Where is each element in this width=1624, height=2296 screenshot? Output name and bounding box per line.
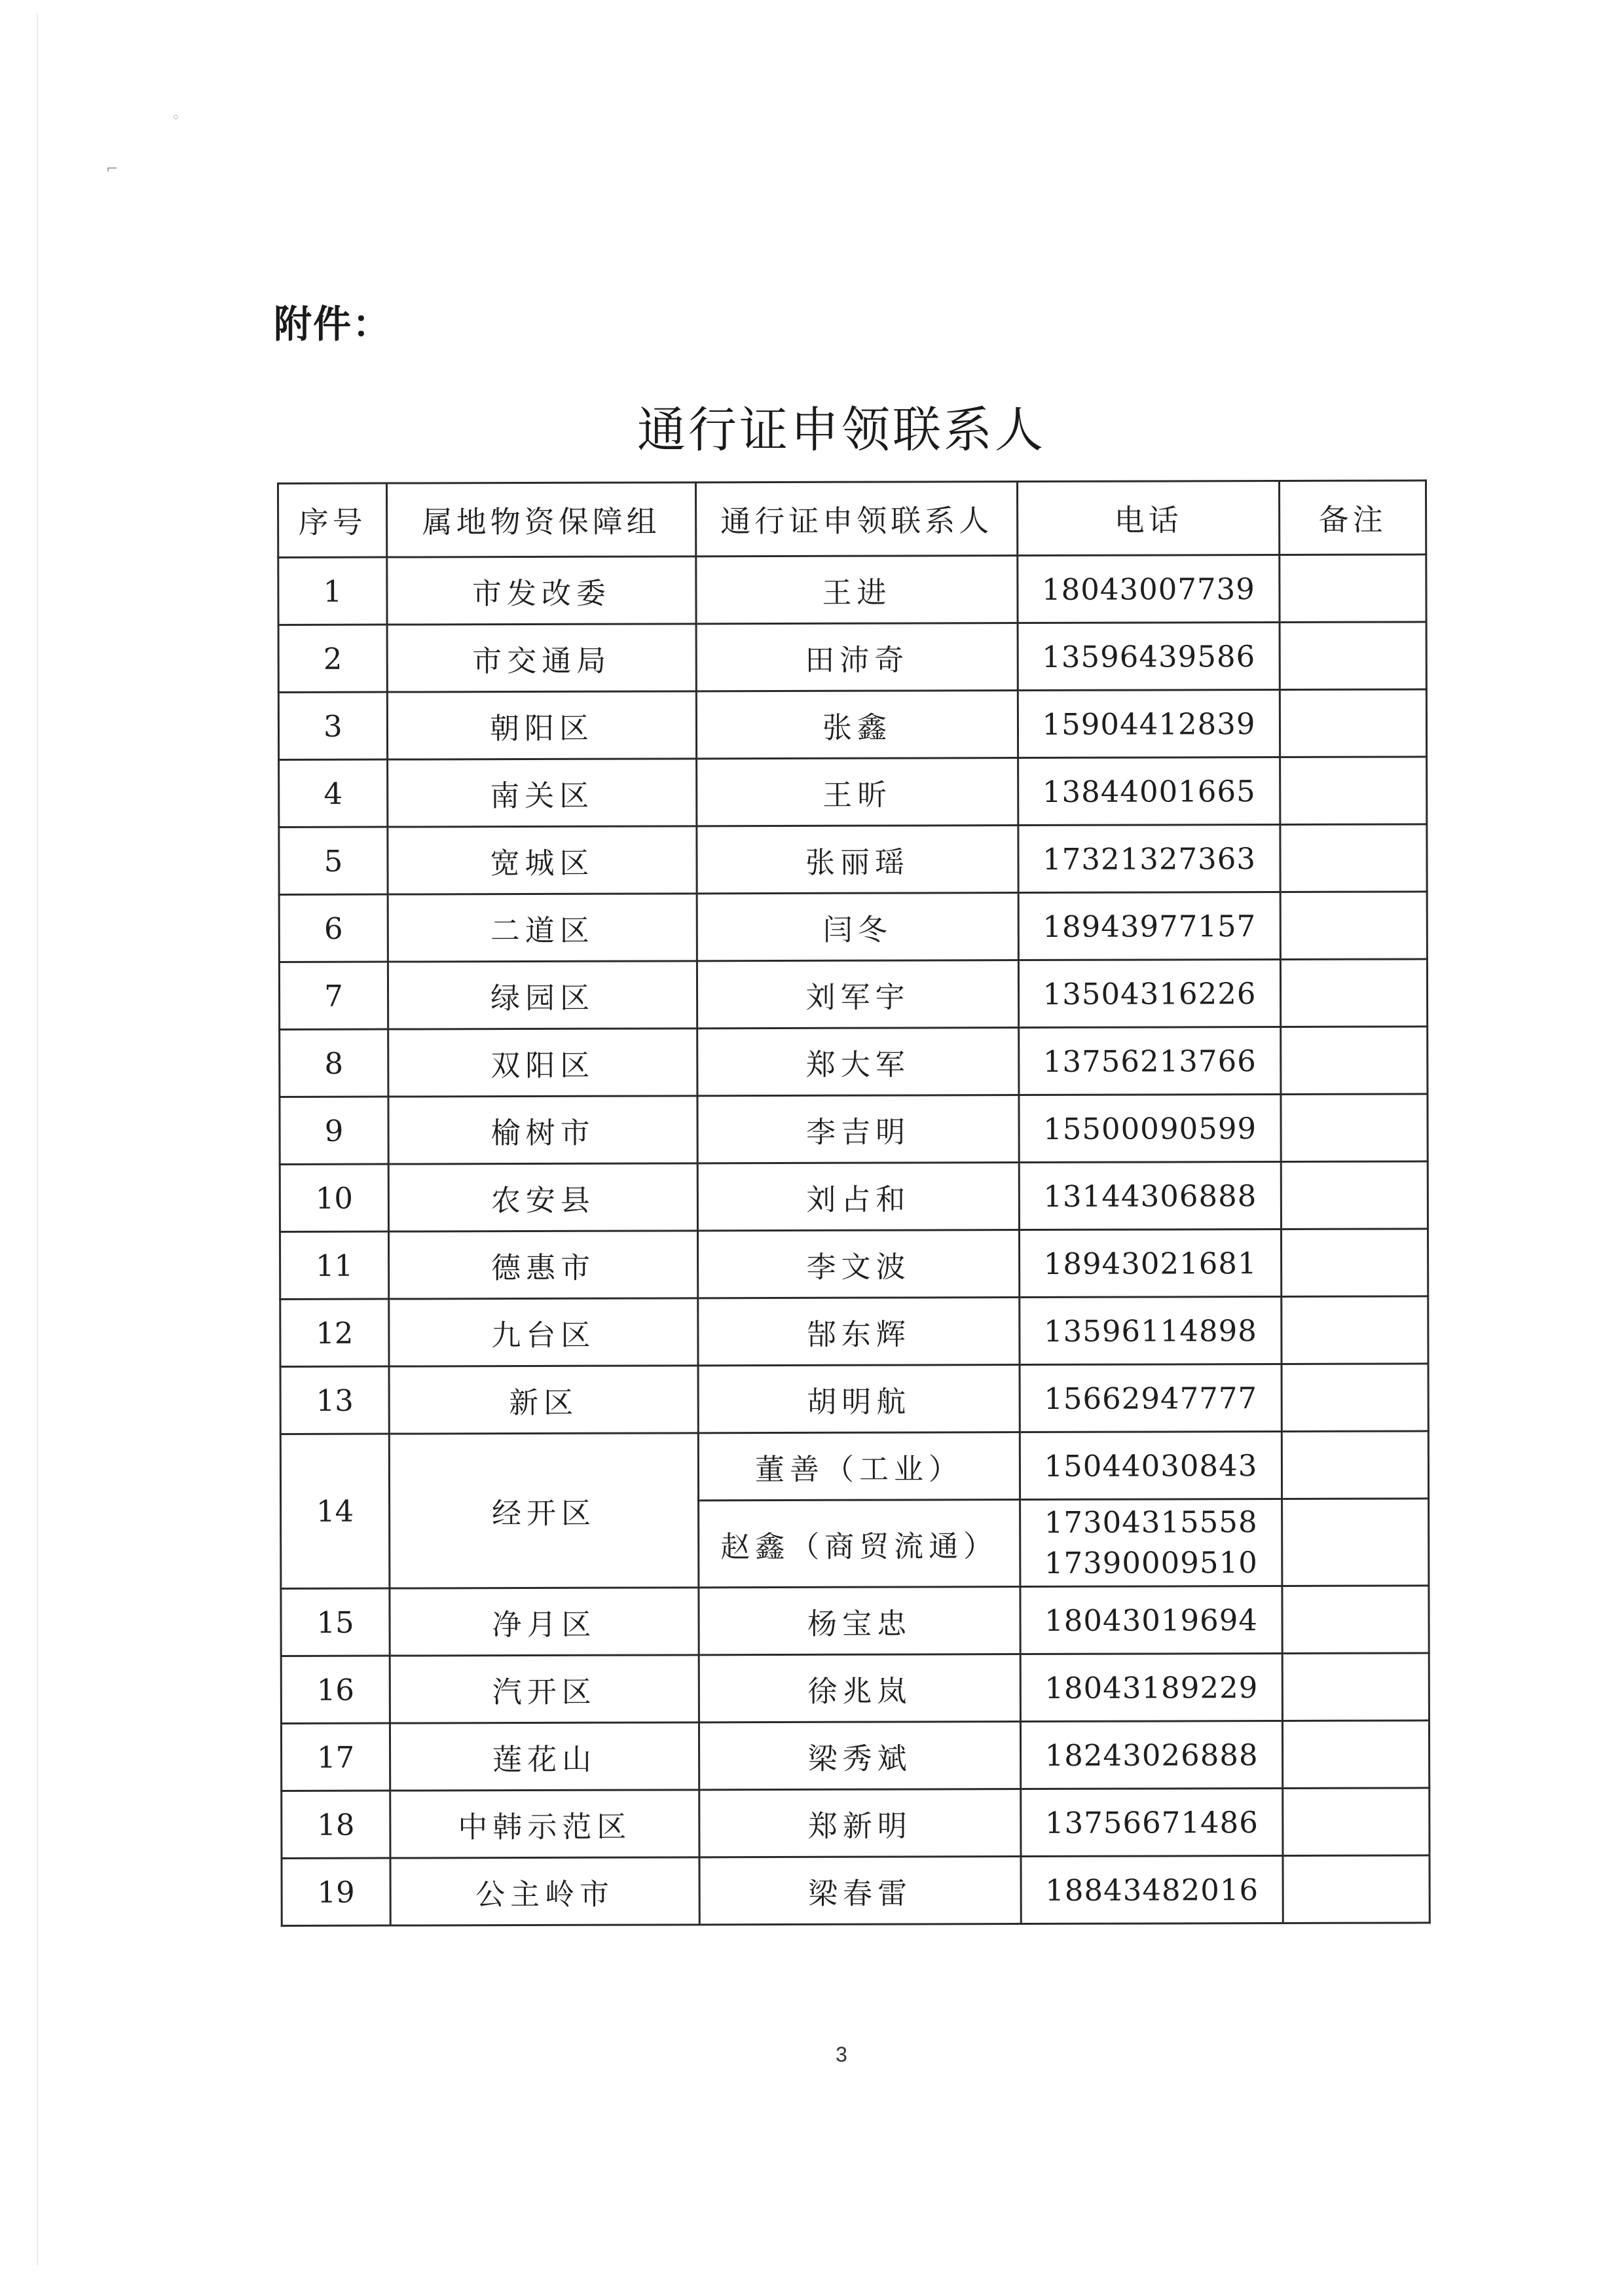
row-contact: 王进 (696, 556, 1018, 624)
row-unit: 宽城区 (388, 826, 697, 894)
row-contact: 王昕 (697, 758, 1018, 826)
row-contact: 董善（工业） (698, 1432, 1020, 1501)
row-index: 4 (279, 759, 388, 827)
row-remark (1280, 622, 1426, 690)
row-phone: 15662947777 (1020, 1364, 1282, 1432)
row-index: 7 (279, 962, 388, 1029)
row-phone: 13596114898 (1020, 1296, 1282, 1364)
row-index: 14 (280, 1434, 390, 1588)
table-row (278, 555, 1426, 625)
header-contact: 通行证申领联系人 (696, 482, 1018, 556)
row-remark (1280, 892, 1427, 960)
row-unit: 莲花山 (390, 1722, 699, 1791)
row-remark (1281, 1161, 1428, 1230)
row-phone: 18043007739 (1018, 555, 1280, 623)
row-index: 6 (279, 894, 388, 962)
table-row (279, 757, 1427, 828)
row-remark (1282, 1364, 1428, 1432)
row-unit: 九台区 (389, 1298, 698, 1366)
table-row (280, 1094, 1428, 1165)
row-remark (1281, 1027, 1428, 1095)
row-unit: 中韩示范区 (390, 1790, 699, 1858)
row-index: 5 (279, 827, 388, 894)
row-phone: 13844001665 (1018, 757, 1280, 825)
table-row (279, 959, 1427, 1030)
row-contact: 胡明航 (698, 1365, 1020, 1433)
row-unit: 净月区 (390, 1588, 699, 1656)
row-unit: 公主岭市 (390, 1857, 699, 1925)
row-phone: 15500090599 (1019, 1094, 1281, 1162)
row-contact: 梁春雷 (699, 1857, 1021, 1925)
table-row (281, 1721, 1429, 1791)
row-contact: 郑新明 (699, 1789, 1021, 1857)
row-phone: 13596439586 (1018, 622, 1280, 690)
row-contact: 李文波 (697, 1230, 1019, 1298)
row-contact: 郑大军 (697, 1028, 1019, 1096)
row-remark (1281, 1094, 1428, 1162)
row-phone: 13756671486 (1021, 1788, 1283, 1856)
row-phone: 13756213766 (1019, 1027, 1281, 1095)
row-contact: 徐兆岚 (699, 1654, 1020, 1722)
row-unit: 朝阳区 (387, 691, 696, 759)
row-contact: 田沛奇 (696, 623, 1018, 691)
row-remark (1282, 1431, 1428, 1499)
row-contact: 张鑫 (696, 691, 1018, 759)
row-index: 3 (278, 692, 387, 759)
row-index: 1 (278, 557, 387, 625)
scan-speck: ◦ (172, 110, 180, 126)
contacts-table (277, 479, 1431, 1927)
row-contact: 赵鑫（商贸流通） (699, 1500, 1020, 1588)
row-phone: 18043189229 (1020, 1653, 1282, 1721)
row-index: 10 (280, 1164, 388, 1231)
table-row (280, 1364, 1428, 1434)
row-index: 19 (282, 1858, 390, 1925)
row-contact: 闫冬 (697, 893, 1018, 961)
row-unit: 农安县 (388, 1163, 697, 1231)
row-phone: 18943977157 (1018, 892, 1280, 960)
row-remark (1282, 1721, 1429, 1789)
row-index: 8 (280, 1029, 388, 1097)
row-phone: 15904412839 (1018, 689, 1280, 757)
row-phone: 18043019694 (1020, 1586, 1282, 1654)
row-unit: 经开区 (389, 1433, 699, 1588)
row-index: 11 (280, 1231, 388, 1299)
table-row (282, 1855, 1430, 1926)
row-unit: 汽开区 (390, 1655, 699, 1723)
row-phone: 13504316226 (1018, 959, 1280, 1027)
row-phone: 15044030843 (1020, 1431, 1282, 1499)
row-contact: 刘军宇 (697, 960, 1018, 1029)
row-remark (1280, 555, 1426, 623)
row-unit: 南关区 (388, 759, 697, 827)
table-row (281, 1653, 1429, 1724)
table-row (282, 1788, 1430, 1859)
row-unit: 市发改委 (387, 556, 696, 625)
row-phone-line: 17390009510 (1044, 1545, 1258, 1580)
scan-edge-line (37, 13, 38, 2265)
row-index: 13 (280, 1366, 389, 1434)
row-index: 12 (280, 1299, 389, 1366)
document-title: 通行证申领联系人 (637, 402, 1046, 458)
row-index: 18 (282, 1791, 390, 1858)
row-index: 9 (280, 1097, 388, 1164)
header-phone: 电话 (1018, 481, 1280, 555)
row-index: 2 (278, 625, 387, 692)
table-row (280, 1027, 1428, 1097)
row-unit: 榆树市 (388, 1096, 697, 1164)
header-unit: 属地物资保障组 (387, 483, 696, 557)
row-remark (1280, 824, 1427, 892)
table-row (280, 1296, 1428, 1367)
row-contact: 张丽瑶 (697, 826, 1018, 894)
row-unit: 绿园区 (388, 961, 697, 1029)
table-row (279, 892, 1427, 962)
row-contact: 梁秀斌 (699, 1722, 1020, 1790)
row-unit: 新区 (389, 1366, 698, 1434)
row-unit: 德惠市 (388, 1231, 697, 1299)
row-phone: 18843482016 (1021, 1855, 1283, 1923)
row-index: 15 (281, 1588, 390, 1656)
row-unit: 市交通局 (387, 624, 696, 692)
header-index: 序号 (278, 483, 387, 557)
row-remark (1281, 1229, 1428, 1297)
row-contact: 李吉明 (697, 1095, 1019, 1163)
attachment-label: 附件： (274, 302, 392, 346)
table-row (281, 1586, 1429, 1656)
row-remark (1283, 1855, 1430, 1923)
row-contact: 刘占和 (697, 1163, 1019, 1231)
row-phone: 17321327363 (1018, 824, 1280, 892)
row-remark (1282, 1499, 1429, 1586)
row-remark (1282, 1653, 1429, 1721)
row-index: 17 (281, 1723, 390, 1791)
table-row (280, 1229, 1428, 1300)
table-row (279, 824, 1427, 895)
row-remark (1282, 1586, 1429, 1654)
row-phone-multi (1020, 1499, 1282, 1586)
row-remark (1280, 689, 1426, 757)
table-row (280, 1161, 1428, 1232)
row-remark (1280, 757, 1427, 825)
page-number: 3 (836, 2043, 847, 2066)
row-phone: 18243026888 (1020, 1721, 1282, 1789)
table-row (280, 1431, 1428, 1502)
header-remark: 备注 (1279, 481, 1426, 555)
table-row (278, 622, 1426, 693)
row-phone-line: 17304315558 (1044, 1504, 1258, 1540)
row-phone: 13144306888 (1019, 1161, 1281, 1230)
row-unit: 二道区 (388, 894, 697, 962)
table-row (278, 689, 1426, 760)
scan-speck: ⌐ (106, 161, 119, 177)
row-remark (1283, 1788, 1430, 1856)
row-phone: 18943021681 (1019, 1229, 1281, 1297)
row-contact: 郜东辉 (698, 1298, 1020, 1366)
row-index: 16 (281, 1656, 390, 1723)
row-contact: 杨宝忠 (699, 1587, 1020, 1655)
row-remark (1280, 959, 1427, 1027)
row-unit: 双阳区 (388, 1029, 697, 1097)
table-header-row (278, 481, 1426, 558)
row-remark (1282, 1296, 1428, 1364)
